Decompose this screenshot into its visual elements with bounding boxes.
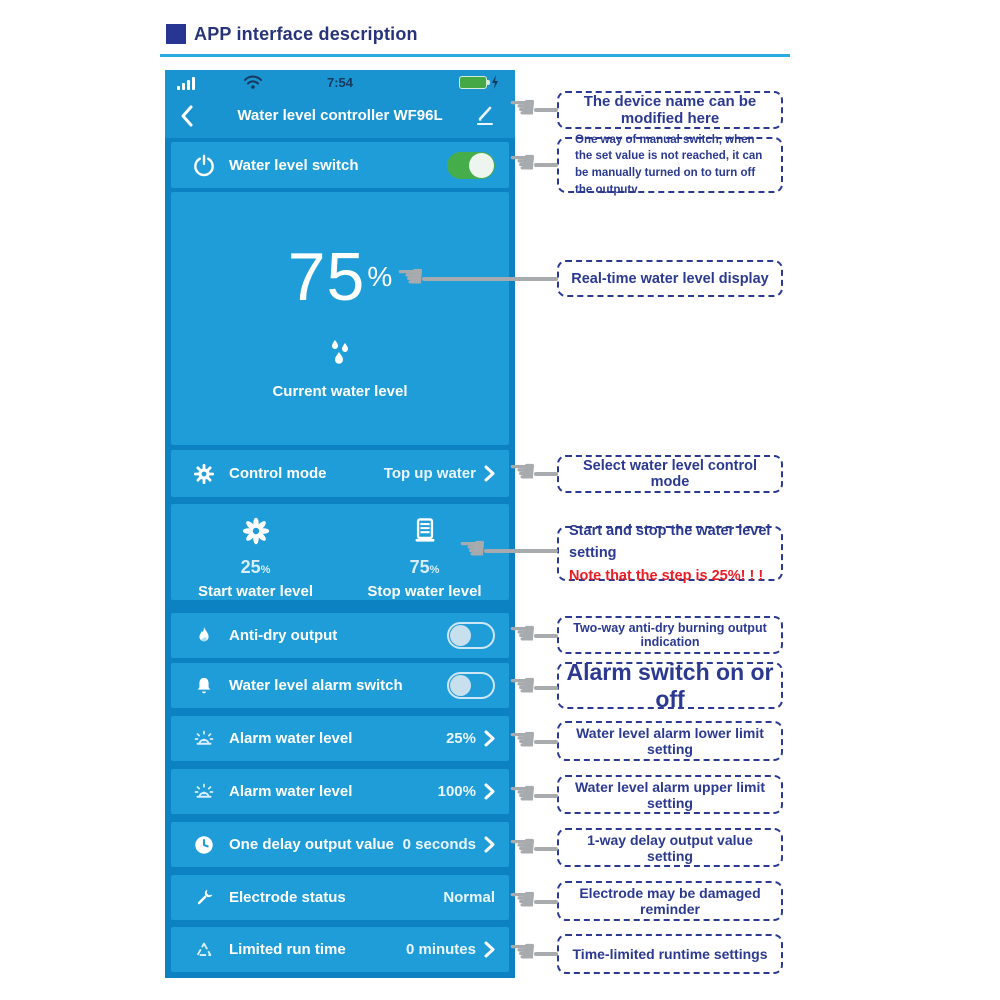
row-label: Alarm water level (229, 783, 353, 800)
fan-icon (241, 516, 271, 546)
callout-manual-switch: One way of manual switch, when the set value is not reached, it can be manually turned on to turn off the outputv (557, 137, 783, 193)
callout-alarm-upper: Water level alarm upper limit setting (557, 775, 783, 814)
row-anti-dry[interactable] (171, 613, 509, 658)
row-limited-run-time[interactable] (171, 927, 509, 972)
row-label: Limited run time (229, 941, 346, 958)
wrench-icon (191, 885, 217, 911)
callout-delay-setting: 1-way delay output value setting (557, 828, 783, 867)
row-value: 25% (445, 730, 476, 747)
chevron-right-icon (484, 465, 495, 482)
row-alarm-high[interactable] (171, 769, 509, 814)
chevron-right-icon (484, 783, 495, 800)
start-level-label: Start water level (197, 583, 314, 600)
status-time: 7:54 (326, 75, 354, 90)
row-control-mode[interactable] (171, 450, 509, 497)
hand-cursor-icon: ☚ (396, 257, 425, 295)
alarm-toggle[interactable] (447, 672, 495, 699)
callout-device-name: The device name can be modified here (557, 91, 783, 129)
row-label: Alarm water level (229, 730, 353, 747)
hand-cursor-icon: ☚ (508, 88, 537, 126)
page-title: APP interface description (194, 24, 418, 44)
callout-electrode: Electrode may be damaged reminder (557, 881, 783, 921)
hand-cursor-icon: ☚ (508, 666, 537, 704)
anti-dry-toggle[interactable] (447, 622, 495, 649)
hand-cursor-icon: ☚ (508, 774, 537, 812)
phone-app (165, 70, 515, 978)
row-label: Water level switch (229, 156, 359, 174)
row-alarm-low[interactable] (171, 716, 509, 761)
bell-icon (191, 673, 217, 699)
start-level-value: 25% (240, 557, 271, 577)
callout-runtime: Time-limited runtime settings (557, 934, 783, 974)
water-level-value: 75% (287, 239, 393, 315)
gauge-caption: Current water level (272, 383, 408, 400)
hand-cursor-icon: ☚ (508, 880, 537, 918)
section-bullet (166, 24, 186, 44)
header-rule (160, 54, 790, 57)
hand-cursor-icon: ☚ (508, 932, 537, 970)
power-icon (191, 152, 217, 178)
stop-level-value: 75% (409, 557, 440, 577)
row-alarm-switch[interactable] (171, 663, 509, 708)
chevron-right-icon (484, 941, 495, 958)
gear-icon (191, 461, 217, 487)
nav-bar (165, 96, 515, 138)
hand-cursor-icon: ☚ (508, 827, 537, 865)
callout-realtime-display: Real-time water level display (557, 260, 783, 297)
recycle-triangle-icon (191, 937, 217, 963)
siren-icon (191, 779, 217, 805)
status-nav-area (165, 70, 515, 138)
stop-level-label: Stop water level (367, 583, 482, 600)
siren-icon (191, 726, 217, 752)
battery-icon (459, 76, 487, 89)
charging-bolt-icon (491, 75, 499, 94)
callout-control-mode: Select water level control mode (557, 455, 783, 493)
hand-cursor-icon: ☚ (508, 614, 537, 652)
hand-cursor-icon: ☚ (458, 529, 487, 567)
row-label: Anti-dry output (229, 627, 338, 644)
water-level-gauge (171, 192, 509, 445)
row-value: 0 seconds (402, 836, 476, 853)
edit-pencil-icon[interactable] (473, 104, 497, 128)
start-level-column[interactable] (171, 504, 340, 600)
water-level-toggle[interactable] (447, 152, 495, 179)
row-delay-output[interactable] (171, 822, 509, 867)
hand-cursor-icon: ☚ (508, 143, 537, 181)
row-label: Water level alarm switch (229, 677, 403, 694)
row-value: Normal (443, 889, 495, 906)
flame-icon (191, 623, 217, 649)
row-label: Control mode (229, 465, 327, 482)
row-water-level-switch[interactable] (171, 142, 509, 188)
hand-cursor-icon: ☚ (508, 452, 537, 490)
tank-icon (411, 516, 439, 546)
clock-icon (191, 832, 217, 858)
device-title: Water level controller WF96L (237, 107, 443, 124)
callout-alarm-lower: Water level alarm lower limit setting (557, 721, 783, 761)
callout-step-note: Note that the step is 25%! ! ! (569, 567, 764, 584)
status-bar (165, 70, 515, 96)
callout-alarm-switch: Alarm switch on or off (557, 662, 783, 709)
row-value: 100% (437, 783, 476, 800)
row-value: Top up water (383, 465, 476, 482)
chevron-right-icon (484, 836, 495, 853)
row-value: 0 minutes (405, 941, 476, 958)
callout-anti-dry: Two-way anti-dry burning output indication (557, 616, 783, 654)
row-label: One delay output value (229, 836, 395, 853)
chevron-right-icon (484, 730, 495, 747)
callout-start-stop: Start and stop the water level setting Note that the step is 25%! ! ! (557, 526, 783, 581)
row-label: Electrode status (229, 889, 346, 906)
hand-cursor-icon: ☚ (508, 720, 537, 758)
row-electrode-status[interactable] (171, 875, 509, 920)
water-drops-icon (171, 338, 509, 375)
